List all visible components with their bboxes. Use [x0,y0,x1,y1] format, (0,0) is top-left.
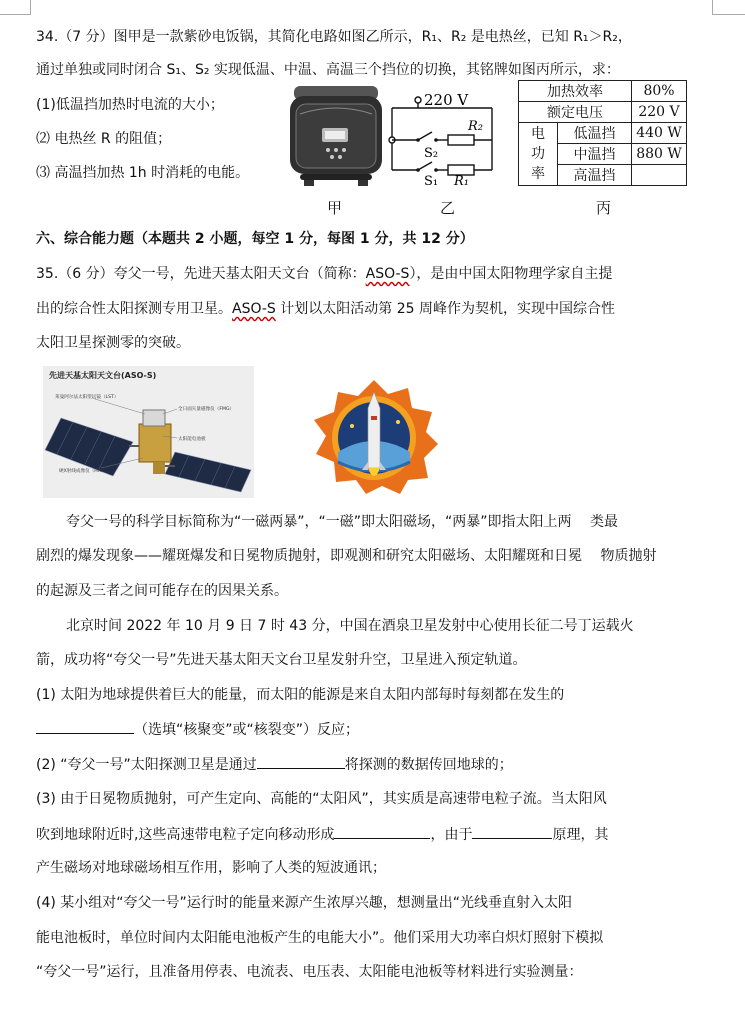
rice-cooker-image [286,84,386,190]
q35-text: 将探测的数据传回地球的； [344,757,513,773]
q35-para7: 北京时间 2022 年 10 月 9 日 7 时 43 分，中国在酒泉卫星发射中心使用长征二号丁运载火 [66,618,634,634]
q35-sub1: (1) 太阳为地球提供着巨大的能量，而太阳的能源是来自太阳内部每时每刻都在发生的 [36,687,565,703]
q35-para6: 的起源及三者之间可能存在的因果关系。 [36,583,288,599]
corner-mark-left [0,0,31,15]
table-row [519,123,687,144]
q35-para5: 剧烈的爆发现象——耀斑爆发和日冕物质抛射，即观测和研究太阳磁场、太阳耀斑和日冕 物质抛射 [36,548,657,564]
satellite-figure [43,366,254,498]
efficiency-label: 加热效率 [519,81,632,102]
q35-sub3a: (3) 由于日冕物质抛射，可产生定向、高能的“太阳风”，其实质是高速带电粒子流。当太阳风 [36,791,607,807]
q34-sub1: (1)低温挡加热时电流的大小； [36,97,224,113]
q34-line2: 通过单独或同时闭合 S₁、S₂ 实现低温、中温、高温三个挡位的切换，其铭牌如图丙所示，求： [36,62,620,78]
high-label: 高温挡 [558,165,632,186]
q34-sub3: ⑶ 高温挡加热 1h 时消耗的电能。 [36,165,250,181]
answer-blank-1[interactable] [36,719,134,734]
voltage-label: 额定电压 [519,102,632,123]
corner-mark-right [712,0,745,15]
q35-sub4c: “夸父一号”运行，且准备用停表、电流表、电压表、太阳能电池板等材料进行实验测量： [36,964,583,980]
aso-s-term: ASO-S [365,266,410,282]
q35-sub4b: 能电池板时，单位时间内太阳能电池板产生的电能大小”。他们采用大功率白炽灯照射下模拟 [36,930,604,946]
caption-jia: 甲 [327,199,343,217]
q35-text: （选填“核聚变”或“核裂变”）反应； [134,722,360,738]
q35-sub3b [36,824,608,845]
q35-sub3c: 产生磁场对地球磁场相互作用，影响了人类的短波通讯； [36,860,386,876]
circuit-diagram [388,84,500,188]
q35-sub2 [36,754,513,775]
circuit-r1-label: R₁ [454,174,469,188]
q35-sub4a: (4) 某小组对“夸父一号”运行时的能量来源产生浓厚兴趣，想测量出“光线垂直射入太阳 [36,895,573,911]
circuit-s2-label: S₂ [424,146,439,161]
aso-s-term: ASO-S [232,301,276,317]
q35-text: ，由于 [430,827,473,843]
low-value: 440 W [632,123,687,144]
circuit-s1-label: S₁ [424,174,439,188]
mid-label: 中温挡 [558,144,632,165]
table-row [519,102,687,123]
table-row [519,81,687,102]
nameplate-table [518,80,687,186]
answer-blank-2[interactable] [257,754,345,769]
mission-badge-image [308,378,440,496]
high-value [632,165,687,186]
answer-blank-3[interactable] [334,824,430,839]
satellite-label-fmg: 全日面矢量磁像仪（FMG） [178,407,235,412]
caption-bing: 丙 [596,199,612,217]
q35-para4: 夸父一号的科学目标简称为“一磁两暴”，“一磁”即太阳磁场，“两暴”即指太阳上两 类最 [66,514,618,530]
circuit-r2-label: R₂ [468,119,483,134]
q35-text: 35.（6 分）夸父一号，先进天基太阳天文台（简称： [36,266,366,282]
satellite-figure-title: 先进天基太阳天文台(ASO-S) [49,371,157,380]
answer-blank-4[interactable] [472,824,552,839]
q35-line2 [36,299,615,319]
low-label: 低温挡 [558,123,632,144]
q35-sub1-answer-line [36,719,359,740]
q35-text: 计划以太阳活动第 25 周峰作为契机，实现中国综合性 [275,301,615,317]
satellite-label-hxi: 硬X射线成像仪（HXI） [59,469,107,474]
satellite-label-lst: 莱曼阿尔法太阳望远镜（LST） [55,395,119,400]
q35-line3: 太阳卫星探测零的突破。 [36,335,190,351]
q35-text: ），是由中国太阳物理学家自主提 [409,266,613,282]
q35-text: (2) “夸父一号”太阳探测卫星是通过 [36,757,257,773]
q35-text: 吹到地球附近时,这些高速带电粒子定向移动形成 [36,827,335,843]
caption-yi: 乙 [440,199,456,217]
section-heading: 六、综合能力题（本题共 2 小题，每空 1 分，每图 1 分，共 12 分） [36,231,474,247]
q35-para8: 箭，成功将“夸父一号”先进天基太阳天文台卫星发射升空，卫星进入预定轨道。 [36,652,527,668]
mid-value: 880 W [632,144,687,165]
q35-text: 原理，其 [552,827,609,843]
voltage-value: 220 V [632,102,687,123]
satellite-label-panel: 太阳能电池板 [178,437,206,442]
q35-line1 [36,264,612,284]
q34-line1: 34.（7 分）图甲是一款紫砂电饭锅，其简化电路如图乙所示，R₁、R₂ 是电热丝，已知 R₁＞R₂， [36,29,632,45]
efficiency-value: 80% [632,81,687,102]
power-label: 电 功 率 [519,123,558,186]
q35-text: 出的综合性太阳探测专用卫星。 [36,301,232,317]
circuit-voltage-label: 220 V [424,91,469,109]
q34-sub2: ⑵ 电热丝 R 的阻值； [36,131,172,147]
